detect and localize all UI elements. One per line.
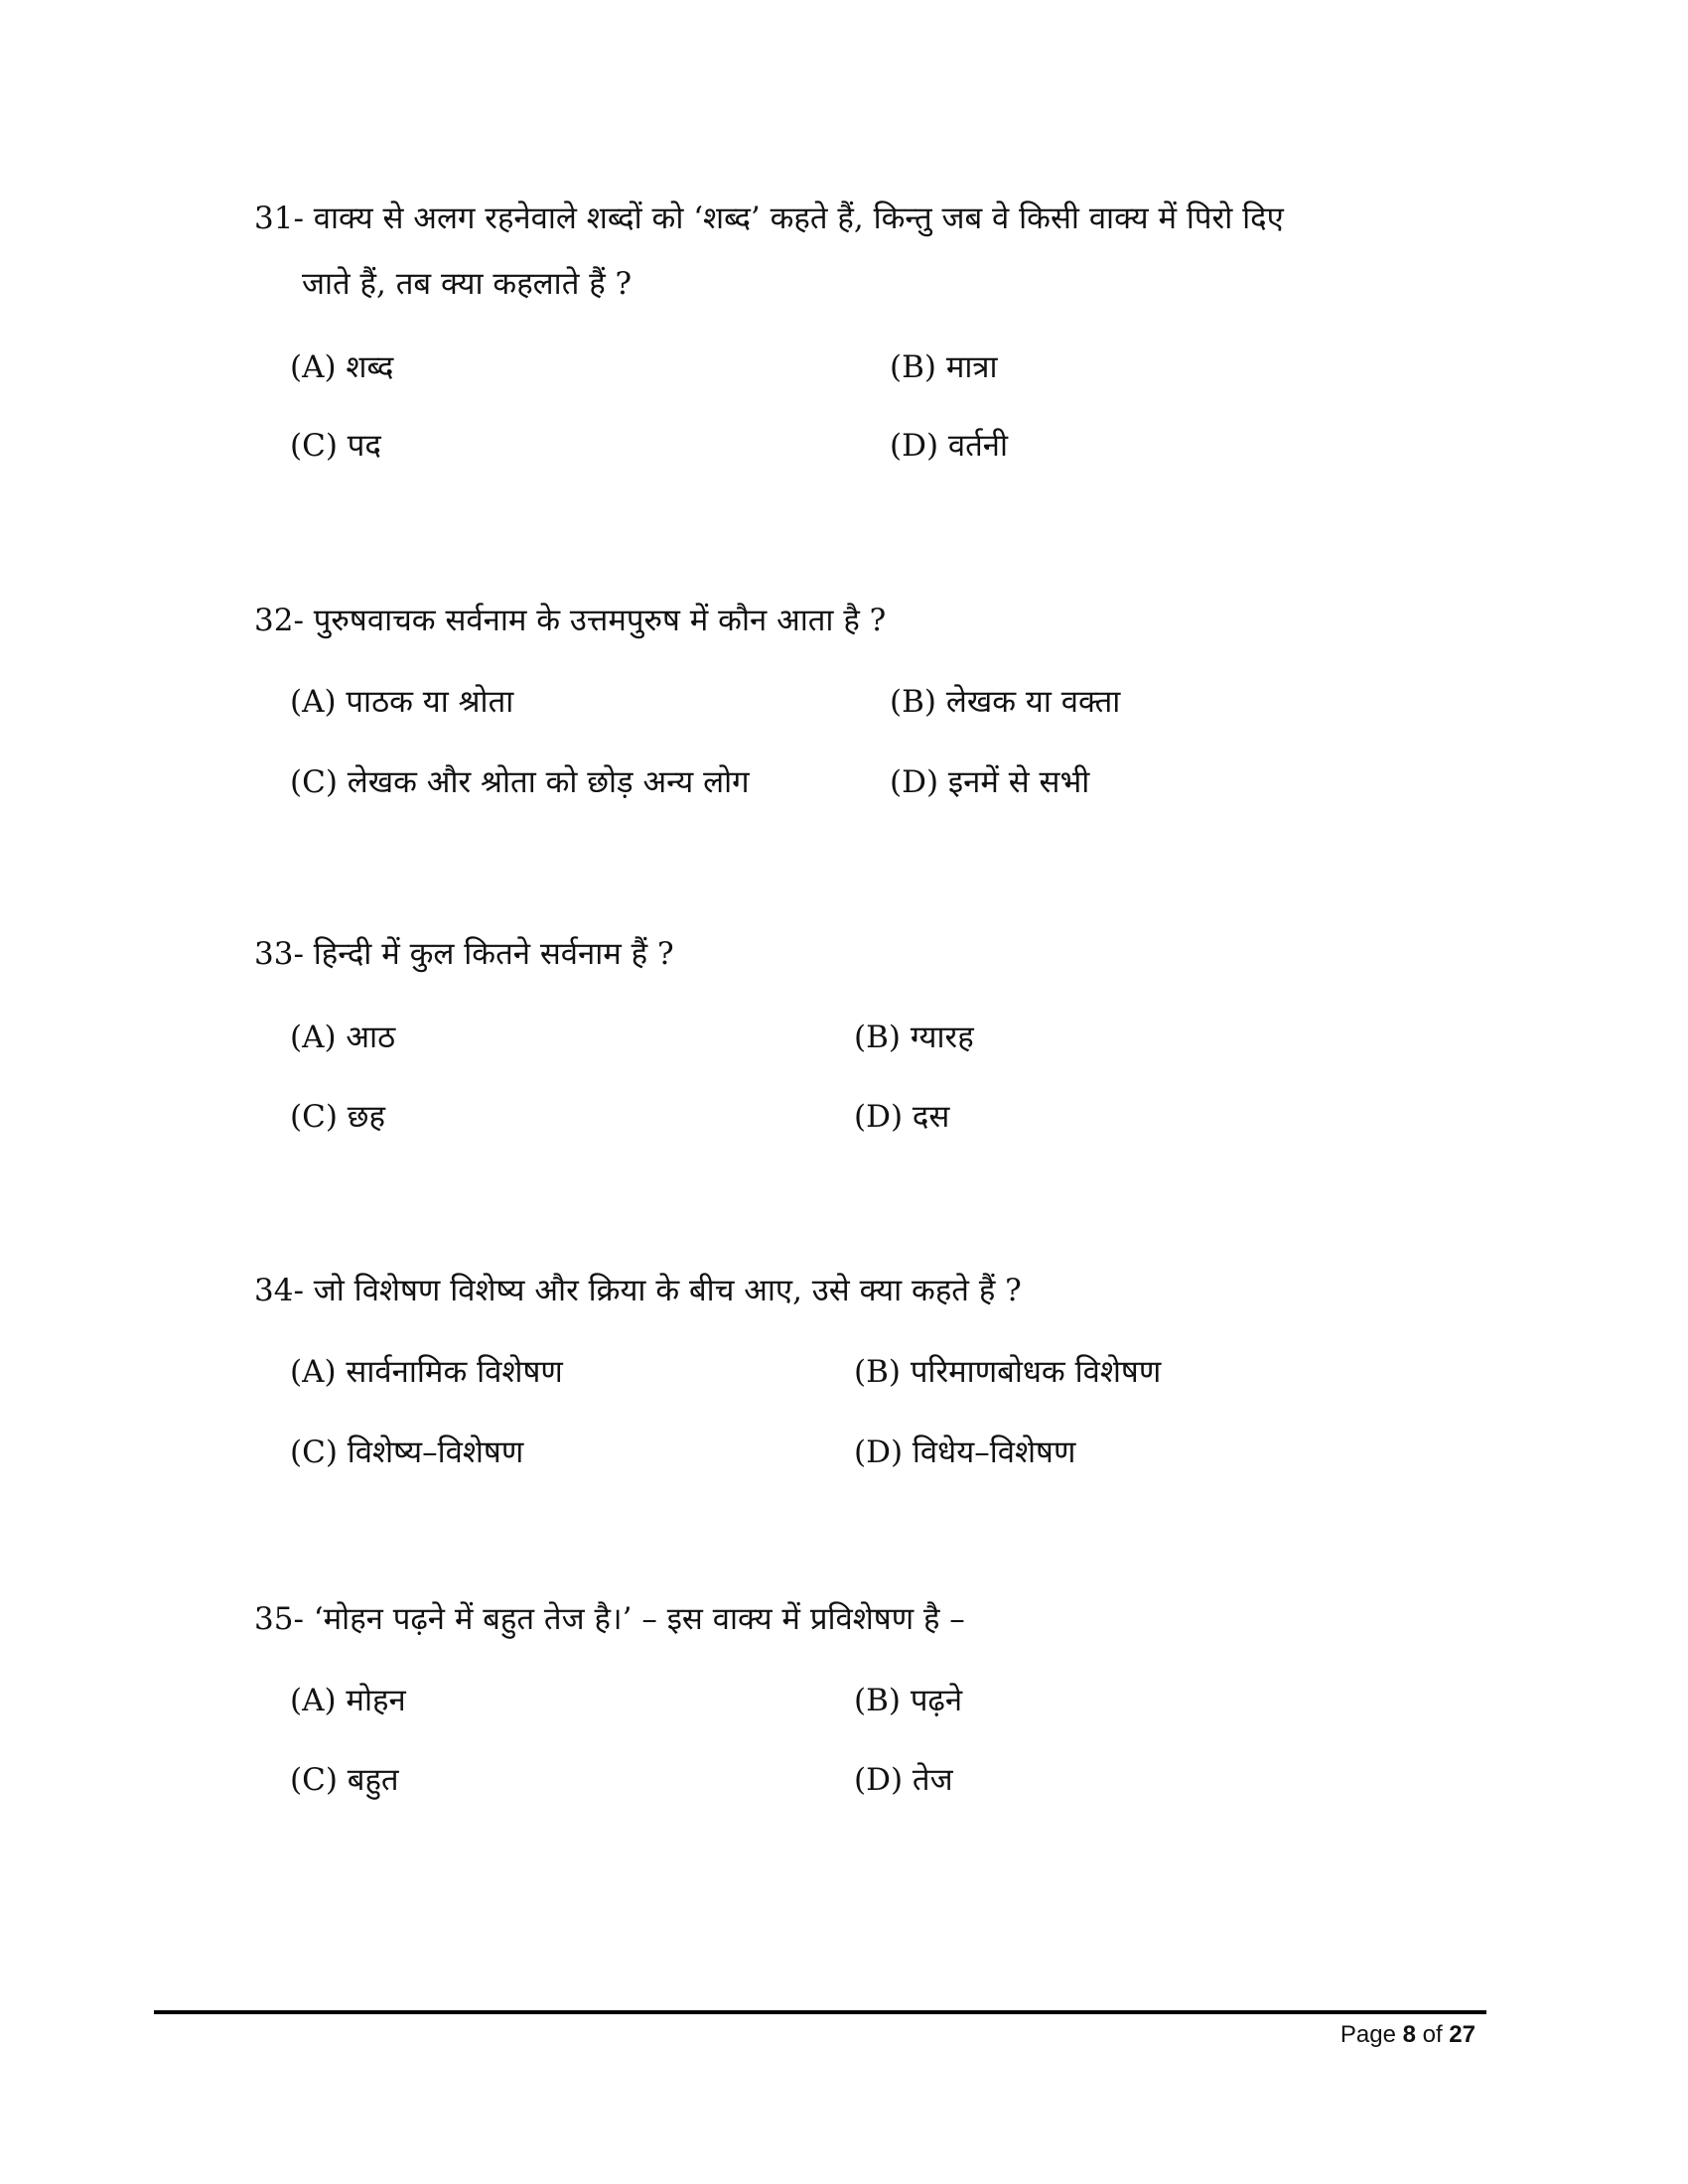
option-c: (C) छह — [290, 1099, 385, 1135]
option-c: (C) लेखक और श्रोता को छोड़ अन्य लोग — [290, 764, 750, 800]
question-text: 35- ‘मोहन पढ़ने में बहुत तेज है।’ – इस वाक्य में प्रविशेषण है – — [254, 1601, 965, 1637]
question-text: 34- जो विशेषण विशेष्य और क्रिया के बीच आए, उसे क्या कहते हैं ? — [254, 1273, 1022, 1308]
footer-divider — [154, 2010, 1486, 2014]
option-d: (D) विधेय–विशेषण — [854, 1434, 1076, 1470]
option-c: (C) बहुत — [290, 1762, 399, 1798]
question-text: 33- हिन्दी में कुल कितने सर्वनाम हैं ? — [254, 936, 674, 972]
option-c: (C) विशेष्य–विशेषण — [290, 1434, 524, 1470]
page-number — [1340, 2021, 1476, 2049]
option-a: (A) पाठक या श्रोता — [290, 684, 514, 720]
option-b: (B) परिमाणबोधक विशेषण — [854, 1354, 1162, 1390]
option-d: (D) तेज — [854, 1762, 953, 1798]
option-c: (C) पद — [290, 428, 381, 464]
option-d: (D) वर्तनी — [890, 428, 1009, 464]
option-a: (A) शब्द — [290, 349, 394, 385]
option-a: (A) सार्वनामिक विशेषण — [290, 1354, 563, 1390]
current-page: 8 — [1402, 2021, 1416, 2048]
question-text: 31- वाक्य से अलग रहनेवाले शब्दों को ‘शब्द’ कहते हैं, किन्तु जब वे किसी वाक्य में पिरो दिए — [254, 201, 1284, 236]
of-label: of — [1415, 2021, 1450, 2048]
question-text: 32- पुरुषवाचक सर्वनाम के उत्तमपुरुष में कौन आता है ? — [254, 603, 887, 638]
option-b: (B) मात्रा — [890, 349, 998, 385]
option-b: (B) पढ़ने — [854, 1683, 963, 1718]
question-text-continued: जाते हैं, तब क्या कहलाते हैं ? — [302, 266, 633, 302]
option-a: (A) मोहन — [290, 1683, 406, 1718]
option-a: (A) आठ — [290, 1020, 396, 1055]
option-b: (B) ग्यारह — [854, 1020, 974, 1055]
total-pages: 27 — [1449, 2021, 1476, 2048]
option-d: (D) दस — [854, 1099, 950, 1135]
option-b: (B) लेखक या वक्ता — [890, 684, 1121, 720]
page-label: Page — [1339, 2021, 1403, 2048]
option-d: (D) इनमें से सभी — [890, 764, 1090, 800]
